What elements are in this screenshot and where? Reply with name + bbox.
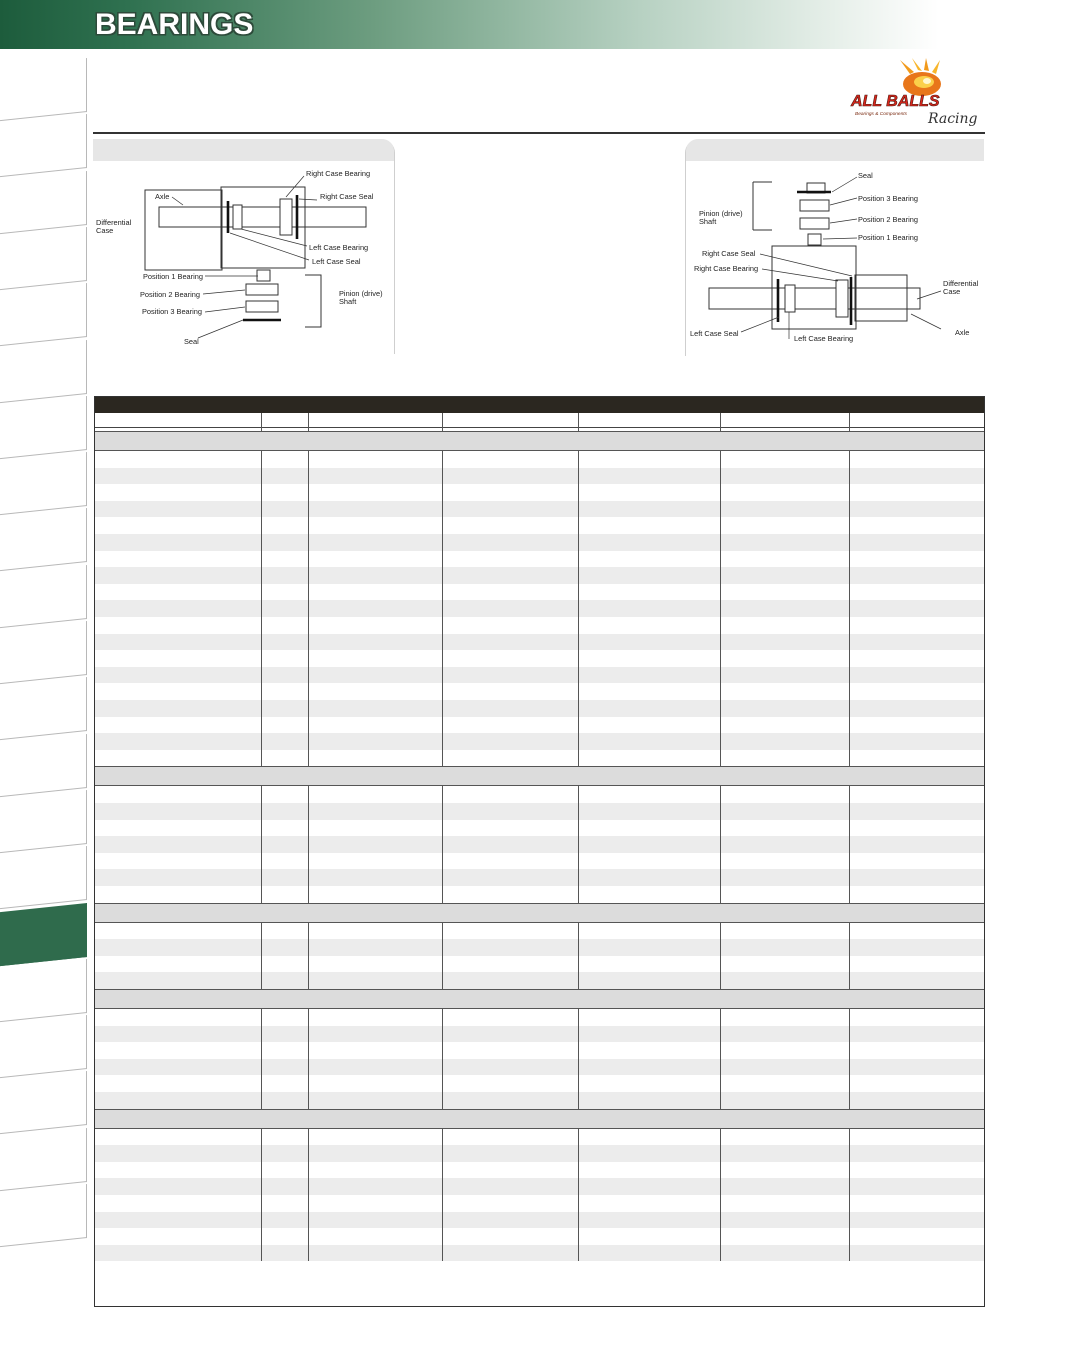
table-row [95,1212,984,1229]
table-row [95,733,984,750]
differential-diagram-left [93,139,394,354]
svg-text:Left Case Seal: Left Case Seal [690,329,739,338]
section-tab[interactable] [0,1128,87,1191]
svg-text:Case: Case [943,287,961,296]
section-tab[interactable] [0,396,87,459]
table-section-header [95,1109,984,1129]
table-row [95,1059,984,1076]
table-row [95,1245,984,1262]
table-section-header [95,431,984,451]
table-column-divider [261,1129,262,1262]
svg-text:Right Case Bearing: Right Case Bearing [694,264,759,273]
table-column-divider [442,413,443,431]
svg-text:Right Case Seal: Right Case Seal [702,249,756,258]
table-column-headers [95,413,984,428]
svg-text:Position 3 Bearing: Position 3 Bearing [858,194,918,203]
table-row [95,939,984,956]
svg-text:Bearings & Components: Bearings & Components [855,112,907,117]
table-row [95,1092,984,1109]
section-tab[interactable] [0,171,87,234]
table-column-divider [578,786,579,902]
section-tab[interactable] [0,452,87,515]
table-column-divider [720,923,721,989]
table-row [95,567,984,584]
table-column-divider [849,1009,850,1109]
table-column-divider [442,1009,443,1109]
svg-text:Differential: Differential [96,218,132,227]
table-row [95,1026,984,1043]
table-column-divider [308,923,309,989]
table-column-divider [261,923,262,989]
table-row [95,1145,984,1162]
table-column-divider [720,1129,721,1262]
table-row [95,534,984,551]
section-tab[interactable] [0,565,87,628]
table-row [95,700,984,717]
section-tab[interactable] [0,903,87,966]
svg-text:Axle: Axle [955,328,970,337]
table-row [95,869,984,886]
svg-text:Left Case Bearing: Left Case Bearing [309,243,369,252]
bearing-application-table [94,396,985,1307]
svg-text:Differential: Differential [943,279,979,288]
table-column-divider [578,1129,579,1262]
section-tab[interactable] [0,959,87,1022]
table-column-divider [720,451,721,766]
table-row [95,468,984,485]
svg-text:Position 1 Bearing: Position 1 Bearing [858,233,918,242]
svg-text:Position 2 Bearing: Position 2 Bearing [140,290,200,299]
section-tab[interactable] [0,621,87,684]
page-title: BEARINGS [95,8,254,41]
table-column-divider [308,786,309,902]
svg-text:Seal: Seal [858,171,873,180]
diagram-panel-right [685,139,984,356]
section-tab[interactable] [0,734,87,797]
table-column-divider [308,1009,309,1109]
svg-text:Axle: Axle [155,192,170,201]
table-section-header [95,989,984,1009]
section-tab[interactable] [0,283,87,346]
section-tab[interactable] [0,227,87,290]
table-column-divider [578,413,579,431]
table-column-divider [261,451,262,766]
table-column-divider [442,923,443,989]
section-tab[interactable] [0,114,87,177]
svg-text:Right Case Seal: Right Case Seal [320,192,374,201]
svg-text:Case: Case [96,226,114,235]
table-column-divider [578,1009,579,1109]
table-column-divider [849,923,850,989]
svg-text:Position 2 Bearing: Position 2 Bearing [858,215,918,224]
svg-text:Shaft: Shaft [339,297,357,306]
table-column-divider [849,1129,850,1262]
table-column-divider [308,451,309,766]
svg-text:Racing: Racing [928,111,978,127]
section-tabs [0,52,90,1252]
table-column-divider [261,786,262,902]
svg-text:Position 3 Bearing: Position 3 Bearing [142,307,202,316]
section-tab[interactable] [0,1015,87,1078]
table-column-divider [578,451,579,766]
table-column-divider [720,1009,721,1109]
diagram-panel-left [93,139,395,354]
section-tab[interactable] [0,58,87,121]
table-row [95,667,984,684]
logo-icon [848,54,983,130]
table-row [95,836,984,853]
table-column-divider [261,413,262,431]
table-column-divider [261,1009,262,1109]
section-tab[interactable] [0,1184,87,1247]
svg-text:Shaft: Shaft [699,217,717,226]
table-column-divider [308,1129,309,1262]
table-column-divider [442,786,443,902]
svg-text:Pinion (drive): Pinion (drive) [699,209,743,218]
table-row [95,1178,984,1195]
svg-text:Pinion (drive): Pinion (drive) [339,289,383,298]
svg-text:Position 1 Bearing: Position 1 Bearing [143,272,203,281]
table-row [95,501,984,518]
section-tab[interactable] [0,340,87,403]
section-tab[interactable] [0,508,87,571]
differential-diagram-right [686,139,984,356]
svg-text:Left Case Bearing: Left Case Bearing [794,334,854,343]
table-row [95,600,984,617]
svg-text:Left Case Seal: Left Case Seal [312,257,361,266]
table-column-divider [720,413,721,431]
table-column-divider [849,786,850,902]
table-column-divider [578,923,579,989]
section-tab[interactable] [0,846,87,909]
table-column-divider [720,786,721,902]
section-tab[interactable] [0,677,87,740]
table-column-divider [442,1129,443,1262]
table-column-divider [849,451,850,766]
svg-text:ALL BALLS: ALL BALLS [851,93,940,110]
section-tab[interactable] [0,1071,87,1134]
table-column-divider [849,413,850,431]
table-header-bar [95,397,984,413]
table-row [95,972,984,989]
table-column-divider [442,451,443,766]
table-section-header [95,766,984,786]
svg-text:Right Case Bearing: Right Case Bearing [306,169,371,178]
table-section-header [95,903,984,923]
table-row [95,634,984,651]
header-rule [93,132,985,134]
table-column-divider [308,413,309,431]
svg-text:Seal: Seal [184,337,199,346]
table-row [95,803,984,820]
brand-logo [848,54,983,130]
section-tab[interactable] [0,790,87,853]
